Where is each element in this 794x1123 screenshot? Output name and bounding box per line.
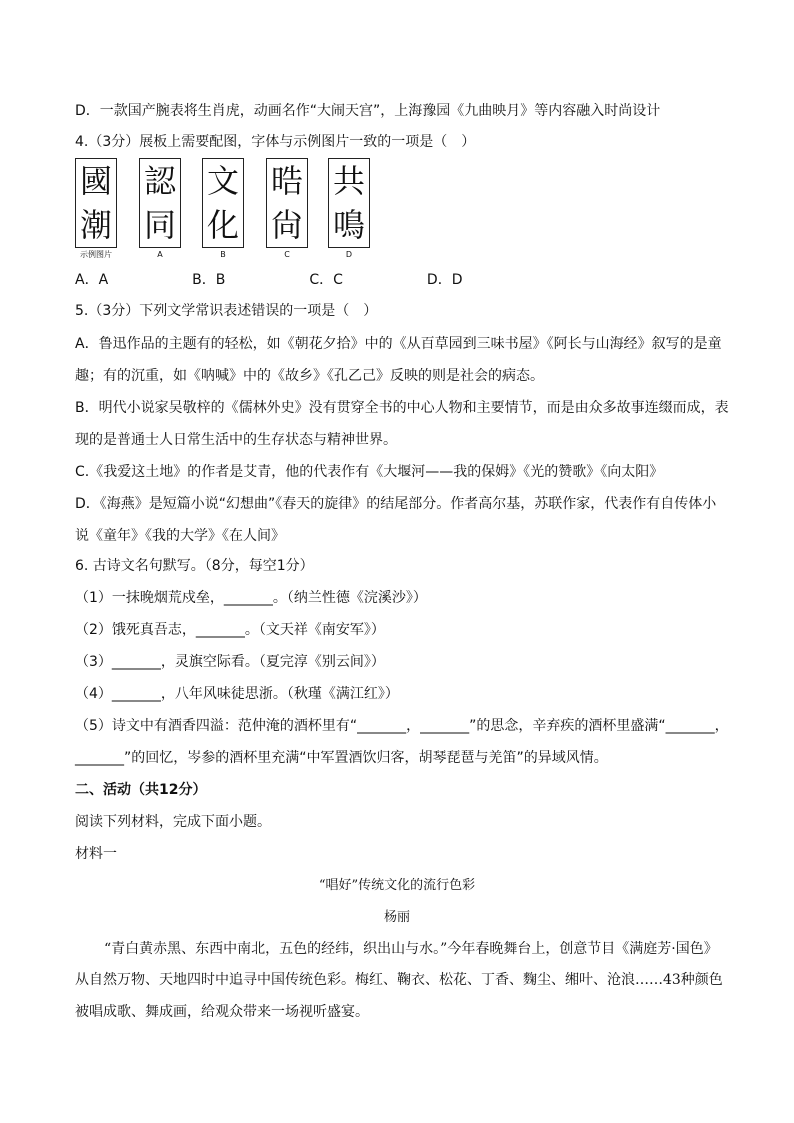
card-char-bottom: 尙 xyxy=(270,206,303,244)
q5-option-d-line1: D．《海燕》是短篇小说“幻想曲”《春天的旋律》的结尾部分。作者高尔基，苏联作家，代表作有自传体小 xyxy=(75,496,717,512)
sample-card-a xyxy=(139,158,181,248)
q6-item-5-line1: （5）诗文中有酒香四溢：范仲淹的酒杯里有“_______，_______”的思念，辛弃疾的酒杯里盛满“_______， xyxy=(75,718,729,734)
q4-options: A．A B．B C．C D．D xyxy=(75,272,463,288)
q6-item-2: （2）饿死真吾志，_______。（文天祥《南安军》） xyxy=(75,622,385,638)
material-1-label: 材料一 xyxy=(75,846,117,862)
sample-card-b xyxy=(202,158,244,248)
card-caption: C xyxy=(284,250,290,259)
article-author: 杨丽 xyxy=(383,910,410,925)
sample-card-c xyxy=(266,158,308,248)
sample-card-d xyxy=(328,158,370,248)
article-paragraph-line2: 从自然万物、天地四时中追寻中国传统色彩。梅红、鞠衣、松花、丁香、麴尘、缃叶、沧浪……43种颜色 xyxy=(75,972,723,988)
article-paragraph-line1: “青白黄赤黑、东西中南北，五色的经纬，织出山与水。”今年春晚舞台上，创意节目《满庭芳·国色》 xyxy=(104,941,718,957)
q3-option-d: D．一款国产腕表将生肖虎，动画名作“大闹天宫”，上海豫园《九曲映月》等内容融入时尚设计 xyxy=(75,103,661,119)
card-char-bottom: 化 xyxy=(206,206,239,244)
card-char-top: 晧 xyxy=(270,162,303,200)
card-caption: B xyxy=(220,250,226,259)
sample-card-example xyxy=(75,158,117,248)
card-caption: 示例图片 xyxy=(80,250,112,259)
article-title: “唱好”传统文化的流行色彩 xyxy=(318,878,476,893)
card-char-top: 文 xyxy=(206,162,239,200)
q5-option-b-line1: B．明代小说家吴敬梓的《儒林外史》没有贯穿全书的中心人物和主要情节，而是由众多故事连缀而成，表 xyxy=(75,400,729,416)
card-char-bottom: 潮 xyxy=(79,206,112,244)
card-caption: A xyxy=(157,250,163,259)
card-char-top: 認 xyxy=(143,162,176,200)
q5-option-c: C.《我爱这土地》的作者是艾青，他的代表作有《大堰河——我的保姆》《光的赞歌》《向太阳》 xyxy=(75,464,664,480)
q6-item-1: （1）一抹晚烟荒戍垒，_______。（纳兰性德《浣溪沙》） xyxy=(75,590,427,606)
reading-instruction: 阅读下列材料，完成下面小题。 xyxy=(75,814,271,830)
q6-item-5-line2: _______”的回忆，岑参的酒杯里充满“中军置酒饮归客，胡琴琵琶与羌笛”的异域风情。 xyxy=(75,750,608,766)
q5-option-b-line2: 现的是普通士人日常生活中的生存状态与精神世界。 xyxy=(75,432,397,448)
question-4: 4.（3分）展板上需要配图，字体与示例图片一致的一项是（ ） xyxy=(75,134,476,150)
q5-option-a-line2: 趣；有的沉重，如《呐喊》中的《故乡》《孔乙己》反映的则是社会的病态。 xyxy=(75,368,544,384)
card-char-bottom: 鳴 xyxy=(332,206,365,244)
card-char-bottom: 同 xyxy=(143,206,176,244)
q6-item-3: （3）_______，灵旗空际看。（夏完淳《别云间》） xyxy=(75,654,385,670)
q5-option-a-line1: A．鲁迅作品的主题有的轻松，如《朝花夕拾》中的《从百草园到三味书屋》《阿长与山海经》叙写的是童 xyxy=(75,336,722,352)
q5-option-d-line2: 说《童年》《我的大学》《在人间》 xyxy=(75,528,285,544)
question-5: 5.（3分）下列文学常识表述错误的一项是（ ） xyxy=(75,303,378,319)
q6-item-4: （4）_______，八年风味徒思浙。（秋瑾《满江红》） xyxy=(75,686,399,702)
card-char-top: 共 xyxy=(332,162,365,200)
question-6: 6. 古诗文名句默写。（8分，每空1分） xyxy=(75,558,314,574)
section-2-heading: 二、活动（共12分） xyxy=(75,782,207,798)
card-char-top: 國 xyxy=(79,162,112,200)
article-paragraph-line3: 被唱成歌、舞成画，给观众带来一场视听盛宴。 xyxy=(75,1004,369,1020)
card-caption: D xyxy=(345,250,353,259)
